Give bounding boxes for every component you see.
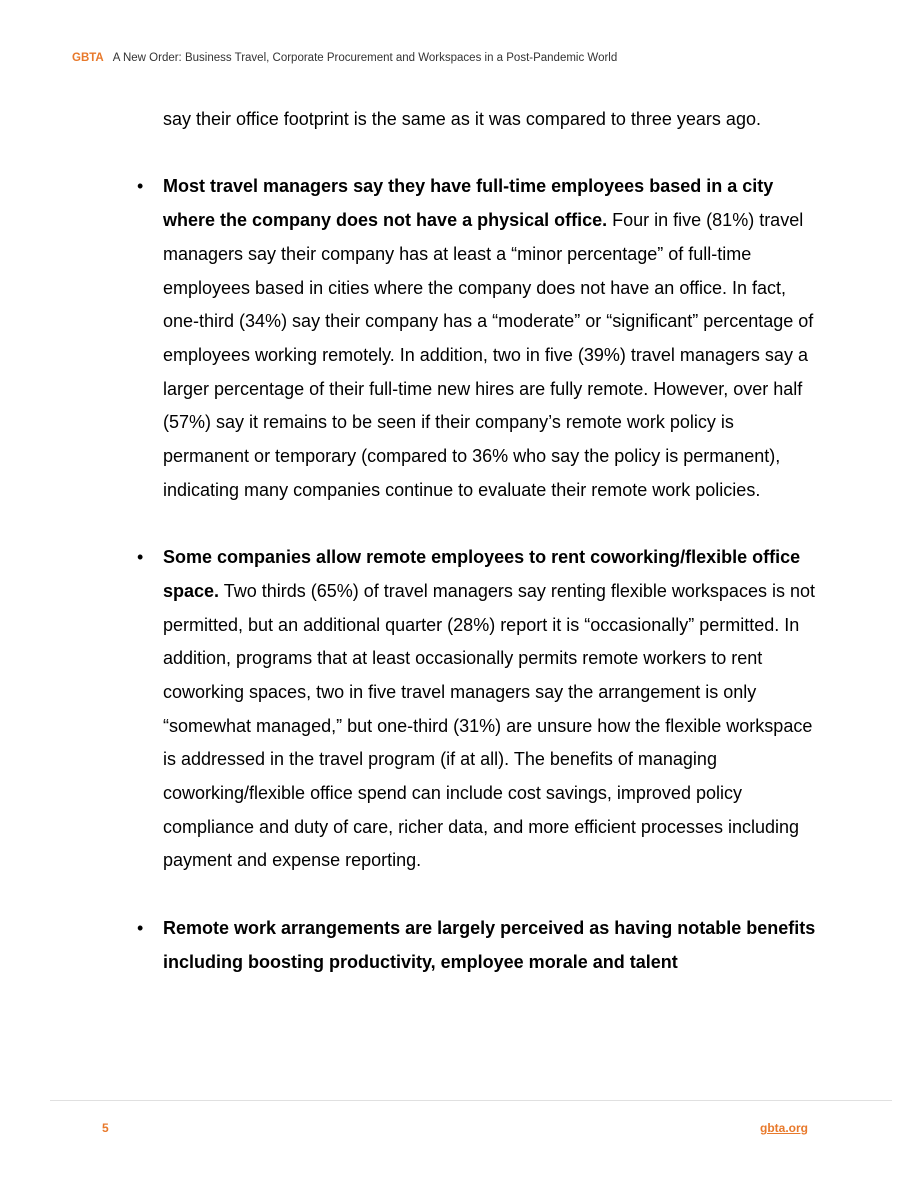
- page-number: 5: [102, 1121, 109, 1135]
- bullet-text: Two thirds (65%) of travel managers say renting flexible workspaces is not permitted, but an additional quarter (28%) report it is “occasionally” permitted. In addition, programs that at least occasionally permits remote workers to rent coworking spaces, two in five travel managers say the arrangement is only “somewhat managed,” but one-third (31%) are unsure how the flexible workspace is addressed in the travel program (if at all). The benefits of managing coworking/flexible office spend can include cost savings, improved policy compliance and duty of care, richer data, and more efficient processes including payment and expense reporting.: [163, 580, 815, 871]
- list-item: [137, 541, 823, 878]
- running-header: [72, 52, 617, 64]
- bullet-heading: Most travel managers say they have full-time employees based in a city where the company does not have a physical office.: [163, 176, 774, 231]
- list-item: [137, 912, 823, 979]
- header-brand: GBTA: [72, 52, 104, 64]
- bullet-heading: Some companies allow remote employees to rent coworking/flexible office space.: [163, 547, 801, 601]
- body-content: [137, 103, 823, 1013]
- footer-divider: [50, 1100, 892, 1101]
- list-item: [137, 170, 823, 507]
- header-title: A New Order: Business Travel, Corporate Procurement and Workspaces in a Post-Pandemic World: [112, 52, 618, 64]
- bullet-heading: Remote work arrangements are largely perceived as having notable benefits including boosting productivity, employee morale and talent: [163, 917, 816, 972]
- bullet-list: [137, 170, 823, 979]
- lead-paragraph: say their office footprint is the same as it was compared to three years ago.: [163, 109, 761, 129]
- bullet-text: Four in five (81%) travel managers say their company has at least a “minor percentage” of full-time employees based in cities where the company does not have an office. In fact, one-third (34%) say their company has a “moderate” or “significant” percentage of employees working remotely. In addition, two in five (39%) travel managers say a larger percentage of their full-time new hires are fully remote. However, over half (57%) say it remains to be seen if their company’s remote work policy is permanent or temporary (compared to 36% who say the policy is permanent), indicating many companies continue to evaluate their remote work policies.: [163, 210, 814, 500]
- bullet-icon: •: [137, 176, 144, 197]
- bullet-icon: •: [137, 917, 144, 938]
- footer-site-link[interactable]: gbta.org: [760, 1121, 808, 1135]
- bullet-icon: •: [137, 547, 144, 568]
